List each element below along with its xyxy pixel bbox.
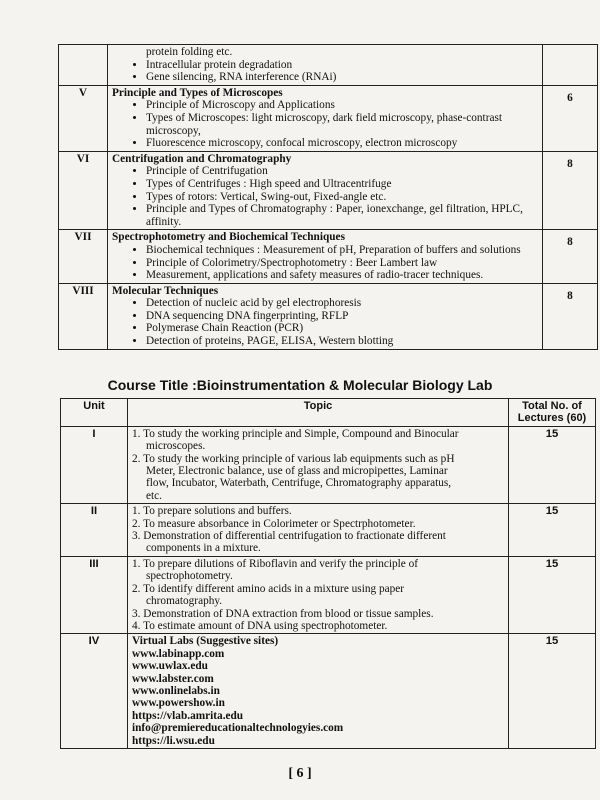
topic-line: 1. To prepare dilutions of Riboflavin and verify the principle of [132, 557, 419, 570]
list-item: • Detection of proteins, PAGE, ELISA, Western blotting [146, 335, 538, 348]
page-number: [ 6 ] [288, 766, 312, 781]
list-item: • Biochemical techniques : Measurement of pH, Preparation of buffers and solutions [146, 244, 538, 257]
topic-cell [108, 283, 543, 349]
list-item: • Types of Microscopes: light microscopy, dark field microscopy, phase-contrast microscopy, [146, 112, 538, 137]
lecture-count: 15 [509, 426, 596, 503]
topic-cell [128, 634, 509, 749]
lecture-count: 15 [509, 634, 596, 749]
table-row [59, 85, 598, 151]
lecture-count [543, 45, 598, 86]
unit-heading: Molecular Techniques [112, 284, 219, 297]
list-item: • Polymerase Chain Reaction (PCR) [146, 322, 538, 335]
topic-list [112, 99, 538, 149]
lecture-count: 15 [509, 504, 596, 557]
topic-line: chromatography. [146, 595, 223, 608]
lecture-count: 8 [543, 230, 598, 283]
list-item: • Intracellular protein degradation [146, 59, 538, 72]
unit-cell: IV [61, 634, 128, 749]
course-title: Course Title :Bioinstrumentation & Molecular Biology Lab [107, 377, 493, 393]
table-header-row [61, 399, 596, 427]
table-row [59, 45, 598, 86]
topic-line: Virtual Labs (Suggestive sites) [132, 635, 279, 648]
topic-line: 1. To prepare solutions and buffers. [132, 505, 292, 518]
table-row [61, 634, 596, 749]
lecture-count: 8 [543, 151, 598, 230]
topic-line: 3. Demonstration of DNA extraction from blood or tissue samples. [132, 607, 434, 620]
unit-cell: II [61, 504, 128, 557]
continued-text: protein folding etc. [146, 46, 233, 58]
topic-line: 2. To measure absorbance in Colorimeter or Spectrphotometer. [132, 517, 416, 530]
topic-cell [108, 45, 543, 86]
topic-line: spectrophotometry. [146, 570, 233, 583]
list-item: • Types of rotors: Vertical, Swing-out, Fixed-angle etc. [146, 191, 538, 204]
topic-line: www.powershow.in [132, 697, 225, 710]
topic-line: etc. [146, 489, 162, 502]
topic-line: https://vlab.amrita.edu [132, 709, 244, 722]
unit-cell [59, 45, 108, 86]
topic-line: www.labster.com [132, 672, 214, 685]
topic-line: flow, Incubator, Waterbath, Centrifuge, Chromatography apparatus, [146, 477, 452, 490]
unit-cell: VIII [59, 283, 108, 349]
lab-syllabus-table [60, 398, 596, 749]
table-row [61, 556, 596, 633]
unit-cell: III [61, 556, 128, 633]
list-item: • Gene silencing, RNA interference (RNAi) [146, 71, 538, 84]
unit-cell: I [61, 426, 128, 503]
topic-list [112, 59, 538, 84]
topic-line: 4. To estimate amount of DNA using spectrophotometer. [132, 619, 388, 632]
list-item: • Principle of Microscopy and Applications [146, 99, 538, 112]
topic-line: 1. To study the working principle and Simple, Compound and Binocular [132, 427, 459, 440]
unit-heading: Principle and Types of Microscopes [112, 86, 283, 99]
table-row [61, 426, 596, 503]
topic-cell [128, 556, 509, 633]
lecture-count: 6 [543, 85, 598, 151]
table-row [61, 504, 596, 557]
list-item: • Principle and Types of Chromatography : Paper, ionexchange, gel filtration, HPLC, affinity. [146, 203, 538, 228]
topic-list [112, 297, 538, 347]
topic-line: www.onlinelabs.in [132, 684, 220, 697]
unit-cell: VI [59, 151, 108, 230]
topic-line: microscopes. [146, 440, 206, 453]
topic-line: https://li.wsu.edu [132, 734, 215, 747]
topic-line: www.uwlax.edu [132, 660, 208, 673]
list-item: • Detection of nucleic acid by gel electrophoresis [146, 297, 538, 310]
topic-cell [128, 504, 509, 557]
topic-list [112, 165, 538, 228]
list-item: • DNA sequencing DNA fingerprinting, RFLP [146, 310, 538, 323]
topic-list [112, 244, 538, 282]
topic-line: 2. To identify different amino acids in a mixture using paper [132, 582, 405, 595]
topic-line: 3. Demonstration of differential centrifugation to fractionate different [132, 530, 446, 543]
topic-line: Meter, Electronic balance, use of glass and micropipettes, Laminar [146, 465, 448, 478]
header-topic: Topic [128, 399, 509, 427]
header-lectures: Total No. of Lectures (60) [509, 399, 596, 427]
lecture-count: 8 [543, 283, 598, 349]
topic-line: 2. To study the working principle of various lab equipments such as pH [132, 452, 455, 465]
topic-line: info@premiereducationaltechnologyies.com [132, 722, 344, 735]
unit-heading: Centrifugation and Chromatography [112, 152, 292, 165]
unit-cell: V [59, 85, 108, 151]
topic-cell [128, 426, 509, 503]
syllabus-theory-table [58, 44, 598, 350]
lecture-count: 15 [509, 556, 596, 633]
list-item: • Measurement, applications and safety measures of radio-tracer techniques. [146, 269, 538, 282]
unit-heading: Spectrophotometry and Biochemical Techniques [112, 231, 345, 244]
topic-cell [108, 230, 543, 283]
table-row [59, 230, 598, 283]
table-row [59, 283, 598, 349]
list-item: • Fluorescence microscopy, confocal microscopy, electron microscopy [146, 137, 538, 150]
table-row [59, 151, 598, 230]
topic-cell [108, 85, 543, 151]
unit-cell: VII [59, 230, 108, 283]
list-item: • Principle of Centrifugation [146, 165, 538, 178]
topic-line: www.labinapp.com [132, 647, 225, 660]
topic-line: components in a mixture. [146, 542, 261, 555]
header-unit: Unit [61, 399, 128, 427]
list-item: • Principle of Colorimetry/Spectrophotometry : Beer Lambert law [146, 257, 538, 270]
topic-cell [108, 151, 543, 230]
list-item: • Types of Centrifuges : High speed and Ultracentrifuge [146, 178, 538, 191]
